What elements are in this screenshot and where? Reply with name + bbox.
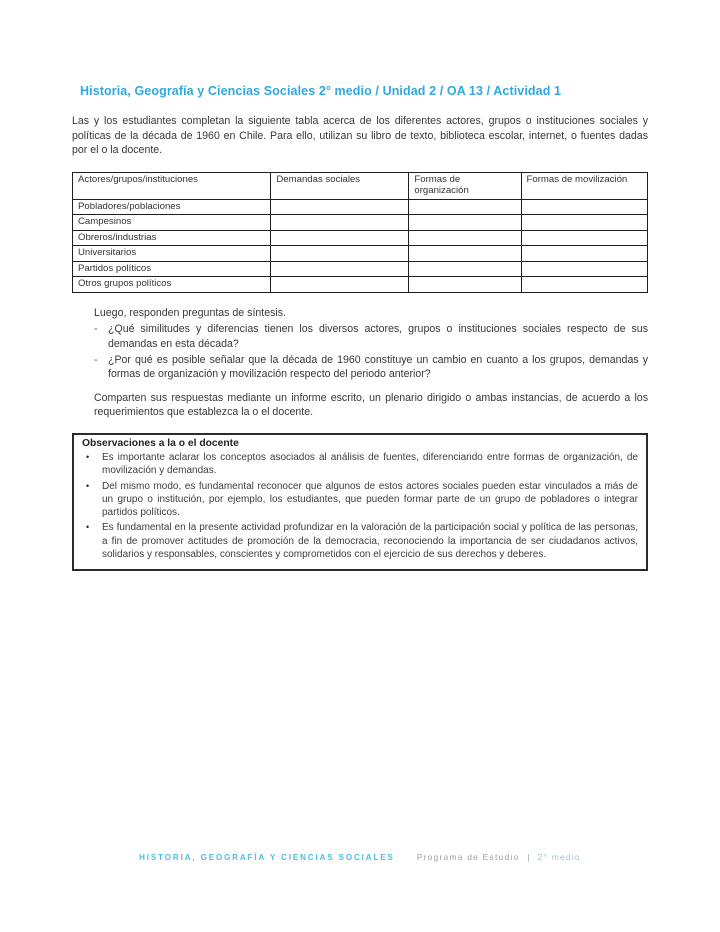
- page-footer: [0, 847, 720, 865]
- empty-cell: [271, 246, 409, 262]
- intro-paragraph: Las y los estudiantes completan la siguiente tabla acerca de los diferentes actores, grupos o instituciones sociales y políticas de la década de 1960 en Chile. Para ello, utilizan su libro de texto, biblioteca escolar, internet, o fuentes dadas por el o la docente.: [72, 115, 648, 157]
- empty-cell: [521, 246, 648, 262]
- activity-table: [72, 172, 648, 293]
- list-item: [94, 353, 648, 382]
- observations-title: Observaciones a la o el docente: [82, 437, 239, 449]
- row-label: Obreros/industrias: [73, 230, 271, 246]
- row-label: Partidos políticos: [73, 261, 271, 277]
- column-header-mobilization: Formas de movilización: [521, 172, 648, 199]
- list-item: [86, 451, 638, 478]
- document-content: [72, 84, 648, 571]
- question-list: [94, 322, 648, 381]
- footer-grade-level: 2° medio: [537, 852, 581, 862]
- empty-cell: [521, 277, 648, 293]
- column-header-demands: Demandas sociales: [271, 172, 409, 199]
- dash-bullet: -: [94, 323, 98, 336]
- comparten-paragraph: Comparten sus respuestas mediante un informe escrito, un plenario dirigido o ambas instancias, de acuerdo a los requerimientos que establezca la o el docente.: [94, 391, 648, 419]
- table-row: [73, 246, 648, 262]
- empty-cell: [521, 261, 648, 277]
- row-label: Pobladores/poblaciones: [73, 199, 271, 215]
- bullet-icon: •: [86, 451, 90, 462]
- empty-cell: [271, 215, 409, 231]
- empty-cell: [409, 215, 521, 231]
- list-item: [86, 480, 638, 520]
- row-label: Otros grupos políticos: [73, 277, 271, 293]
- empty-cell: [521, 199, 648, 215]
- page-title: Historia, Geografía y Ciencias Sociales 2° medio / Unidad 2 / OA 13 / Actividad 1: [80, 84, 562, 98]
- column-header-actors: Actores/grupos/instituciones: [73, 172, 271, 199]
- empty-cell: [409, 246, 521, 262]
- empty-cell: [271, 199, 409, 215]
- row-label: Universitarios: [73, 246, 271, 262]
- list-item: [86, 521, 638, 561]
- luego-paragraph: Luego, responden preguntas de síntesis.: [94, 306, 287, 319]
- footer-subject-title: HISTORIA, GEOGRAFÍA Y CIENCIAS SOCIALES: [139, 853, 395, 862]
- observation-text: Del mismo modo, es fundamental reconocer que algunos de estos actores sociales pueden estar vinculados a más de un grupo o institución, por ejemplo, los estudiantes, que pueden formar parte de un grupo de pobladores o integrar partidos políticos.: [102, 480, 638, 519]
- table-row: [73, 215, 648, 231]
- teacher-observations-box: [72, 433, 648, 571]
- footer-program-label: Programa de Estudio: [416, 852, 520, 862]
- question-text: ¿Qué similitudes y diferencias tienen los diversos actores, grupos o instituciones sociales respecto de sus demandas en esta década?: [108, 323, 648, 350]
- empty-cell: [409, 261, 521, 277]
- table-header-row: [73, 172, 648, 199]
- empty-cell: [409, 277, 521, 293]
- empty-cell: [409, 230, 521, 246]
- list-item: [94, 322, 648, 351]
- empty-cell: [409, 199, 521, 215]
- bullet-icon: •: [86, 480, 90, 491]
- empty-cell: [521, 230, 648, 246]
- observation-text: Es fundamental en la presente actividad profundizar en la valoración de la participación social y política de las personas, a fin de promover actitudes de promoción de la democracia, reconociendo la importancia de ser ciudadanos activos, solidarios y responsables, conscientes y comprometidos con el ejercicio de sus derechos y deberes.: [102, 522, 638, 561]
- empty-cell: [271, 261, 409, 277]
- row-label: Campesinos: [73, 215, 271, 231]
- table-row: [73, 261, 648, 277]
- empty-cell: [521, 215, 648, 231]
- table-row: [73, 277, 648, 293]
- dash-bullet: -: [94, 353, 98, 366]
- empty-cell: [271, 277, 409, 293]
- footer-separator: |: [527, 852, 530, 862]
- question-text: ¿Por qué es posible señalar que la década de 1960 constituye un cambio en cuanto a los grupos, demandas y formas de organización y movilización respecto del periodo anterior?: [108, 353, 648, 381]
- column-header-organization: Formas de organización: [409, 172, 521, 199]
- bullet-icon: •: [86, 522, 90, 533]
- empty-cell: [271, 230, 409, 246]
- table-row: [73, 199, 648, 215]
- observation-text: Es importante aclarar los conceptos asociados al análisis de fuentes, diferenciando entre formas de organización, de movilización y demandas.: [102, 451, 638, 477]
- table-row: [73, 230, 648, 246]
